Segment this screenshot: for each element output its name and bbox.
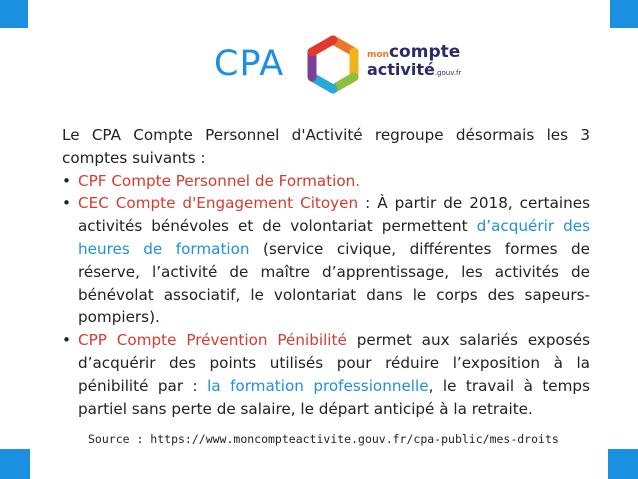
cpp-link[interactable]: la formation professionnelle	[207, 376, 429, 395]
source-citation: Source : https://www.moncompteactivite.gouv.fr/cpa-public/mes-droits	[88, 432, 559, 446]
cec-link[interactable]: d’acquérir des heures de formation	[78, 217, 590, 258]
cec-text-2: (service civique, différentes formes de réserve, l’activité de maître d’apprentissage, les activités de bénévolat associatif, le volontariat dans le corps des sapeurs-pompiers).	[78, 239, 591, 327]
cec-label: CEC Compte d'Engagement Citoyen	[78, 194, 359, 213]
list-item-cpf	[62, 170, 590, 193]
slide-title: CPA	[214, 44, 285, 84]
corner-decoration-bottom-right	[608, 449, 638, 479]
logo-domain: .gouv.fr	[434, 69, 462, 77]
cpp-text-1: permet aux salariés exposés d’acquérir des points utilisés pour réduire l’exposition à la pénibilité par :	[78, 331, 590, 395]
logo-mon: mon	[367, 50, 389, 60]
intro-paragraph: Le CPA Compte Personnel d'Activité regroupe désormais les 3 comptes suivants :	[62, 126, 590, 167]
corner-decoration-bottom-left	[0, 449, 30, 479]
cpp-text-2: , le travail à temps partiel sans perte de salaire, le départ anticipé à la retraite.	[78, 376, 590, 418]
cec-text-1: : À partir de 2018, certaines activités bénévoles et de volontariat permettent	[78, 194, 590, 236]
moncompteactivite-logo	[302, 34, 462, 96]
list-item-cec	[62, 192, 590, 329]
cpf-label: CPF Compte Personnel de Formation.	[78, 171, 361, 190]
slide-body	[62, 124, 590, 420]
corner-decoration-top-right	[610, 0, 638, 28]
logo-activite: activité	[367, 60, 435, 79]
cpp-label: CPP Compte Prévention Pénibilité	[78, 331, 347, 350]
logo-compte: compte	[388, 42, 461, 62]
list-item-cpp	[62, 329, 590, 420]
logo-wordmark	[367, 44, 461, 78]
corner-decoration-top-left	[0, 0, 28, 28]
hexagon-logo-icon	[302, 34, 364, 96]
accounts-list	[62, 170, 590, 421]
